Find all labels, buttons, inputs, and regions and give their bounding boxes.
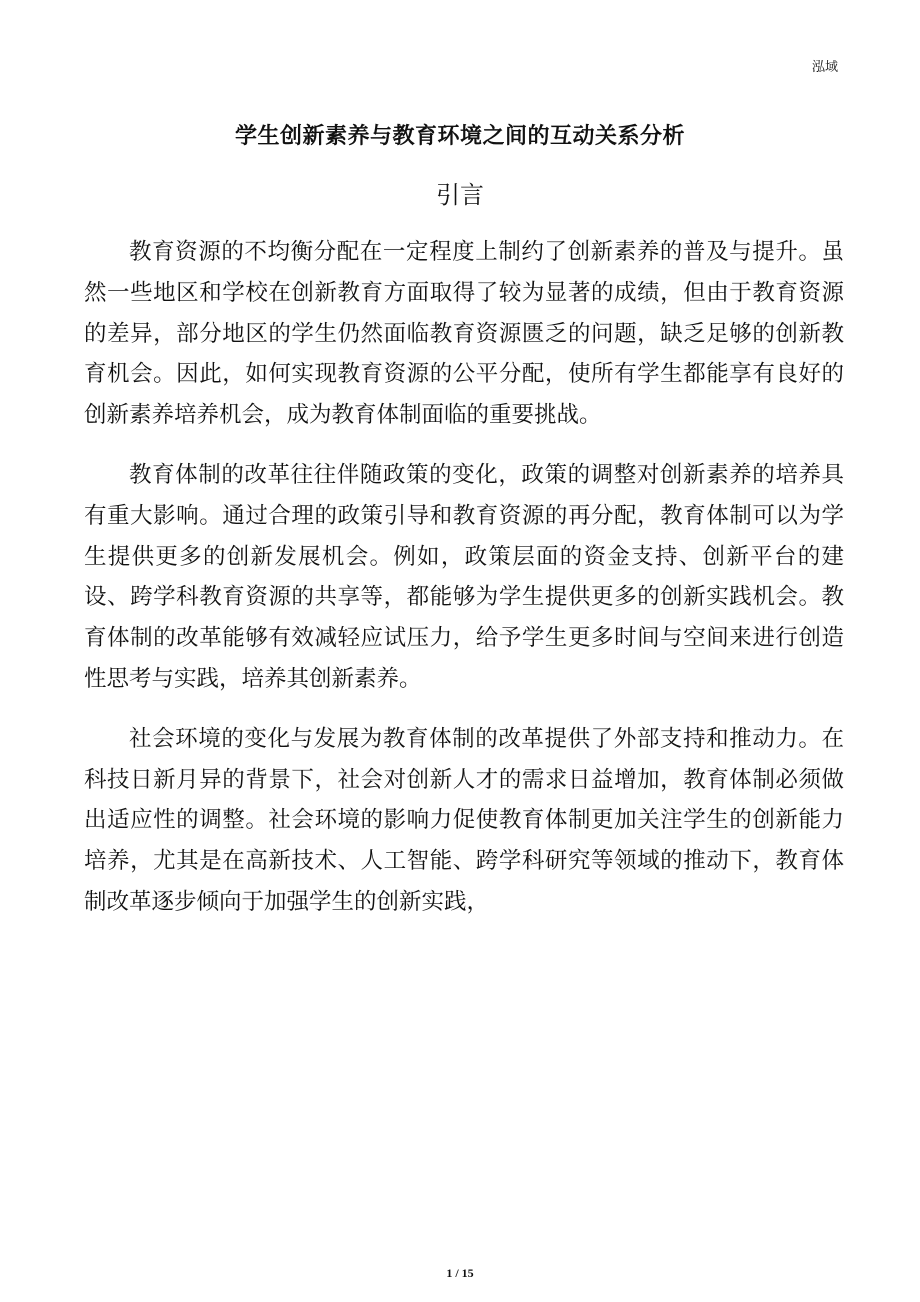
section-heading: 引言 [436,181,484,209]
paragraph: 教育资源的不均衡分配在一定程度上制约了创新素养的普及与提升。虽然一些地区和学校在创新教育方面取得了较为显著的成绩，但由于教育资源的差异，部分地区的学生仍然面临教育资源匮乏的问题，缺乏足够的创新教育机会。因此，如何实现教育资源的公平分配，使所有学生都能享有良好的创新素养培养机会，成为教育体制面临的重要挑战。 [84,239,844,429]
header-mark: 泓域 [811,60,838,75]
document-title: 学生创新素养与教育环境之间的互动关系分析 [234,124,685,149]
document-body [84,232,844,942]
paragraph: 教育体制的改革往往伴随政策的变化，政策的调整对创新素养的培养具有重大影响。通过合理的政策引导和教育资源的再分配，教育体制可以为学生提供更多的创新发展机会。例如，政策层面的资金支持、创新平台的建设、跨学科教育资源的共享等，都能够为学生提供更多的创新实践机会。教育体制的改革能够有效减轻应试压力，给予学生更多时间与空间来进行创造性思考与实践，培养其创新素养。 [84,461,844,692]
page-number: 1 / 15 [446,1266,474,1280]
paragraph: 社会环境的变化与发展为教育体制的改革提供了外部支持和推动力。在科技日新月异的背景下，社会对创新人才的需求日益增加，教育体制必须做出适应性的调整。社会环境的影响力促使教育体制更加关注学生的创新能力培养，尤其是在高新技术、人工智能、跨学科研究等领域的推动下，教育体制改革逐步倾向于加强学生的创新实践， [84,725,844,915]
